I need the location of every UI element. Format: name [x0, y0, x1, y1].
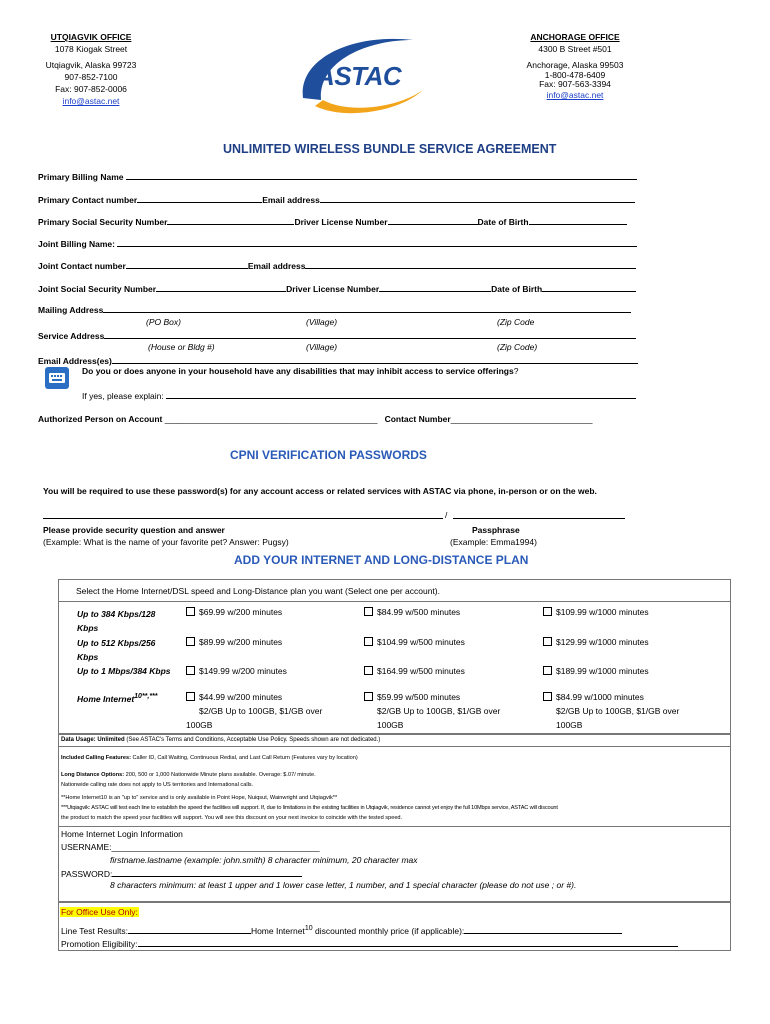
- accessibility-icon: [45, 367, 69, 389]
- joint-email-field[interactable]: [305, 259, 636, 269]
- home-internet-label-2: Home Internet: [250, 926, 305, 936]
- primary-billing-row: [38, 170, 637, 182]
- primary-ssn-label: Primary Social Security Number: [38, 217, 168, 227]
- plan-option-label: $149.99 w/200 minutes: [199, 666, 287, 676]
- joint-ssn-field[interactable]: [156, 282, 286, 292]
- plan-option-label: $189.99 w/1000 minutes: [556, 666, 649, 676]
- home-internet-label: [77, 693, 158, 704]
- joint-billing-label: Joint Billing Name:: [38, 239, 115, 249]
- plan-option[interactable]: [543, 637, 649, 647]
- email-addresses-label: Email Address(es): [38, 356, 112, 366]
- plan-option[interactable]: [186, 666, 287, 676]
- plan-option-label: $109.99 w/1000 minutes: [556, 607, 649, 617]
- joint-ssn-label: Joint Social Security Number: [38, 284, 157, 294]
- footnote-1: **Home Internet10 is an "up to" service and is only available in Point Hope, Nuiqsut, Wainwright and Utqiagvik**: [61, 795, 338, 801]
- driver-license-field[interactable]: [388, 215, 478, 225]
- authorized-row: [38, 414, 593, 424]
- plan-option[interactable]: [543, 666, 649, 676]
- office-title: UTQIAGVIK OFFICE: [50, 32, 132, 42]
- plan-option[interactable]: [543, 607, 649, 617]
- if-yes-row: [82, 389, 636, 401]
- plan-option-label: $44.99 w/200 minutes: [199, 692, 283, 702]
- primary-contact-row: [38, 193, 635, 205]
- joint-dob-label: Date of Birth: [491, 284, 543, 294]
- passphrase-label: Passphrase: [472, 525, 520, 535]
- plan-option[interactable]: [186, 690, 346, 732]
- mailing-address-field[interactable]: [103, 303, 631, 313]
- utqiagvik-office: [30, 31, 152, 107]
- office-phone: 1-800-478-6409: [544, 70, 606, 80]
- office-fax: Fax: 907-852-0006: [55, 84, 127, 94]
- checkbox[interactable]: [364, 692, 373, 701]
- office-city: Utqiagvik, Alaska 99723: [45, 60, 137, 70]
- username-hint: firstname.lastname (example: john.smith) 8 character minimum, 20 character max: [110, 855, 418, 865]
- calling-note: [61, 755, 358, 761]
- discount-field[interactable]: [464, 924, 622, 934]
- if-yes-field[interactable]: [166, 389, 636, 399]
- security-question-label: Please provide security question and answer: [43, 525, 225, 535]
- passphrase-field[interactable]: [453, 518, 625, 519]
- data-usage-note: [61, 737, 380, 743]
- form-title: UNLIMITED WIRELESS BUNDLE SERVICE AGREEMENT: [223, 142, 557, 156]
- home-internet-text: Home Internet: [77, 693, 135, 704]
- office-email-link[interactable]: info@astac.net: [546, 90, 604, 100]
- office-title: ANCHORAGE OFFICE: [530, 32, 620, 42]
- ld-bold: Long Distance Options:: [61, 772, 125, 778]
- service-address-row: [38, 329, 636, 341]
- home-internet-sup-2: 10: [304, 925, 313, 933]
- username-row: [61, 842, 320, 852]
- plan-row-label: Up to 384 Kbps/128 Kbps: [77, 609, 156, 633]
- primary-ssn-field[interactable]: [167, 215, 294, 225]
- plan-row-label: Up to 512 Kbps/256 Kbps: [77, 638, 156, 662]
- mailing-address-label: Mailing Address: [38, 305, 104, 315]
- joint-contact-label: Joint Contact number: [38, 261, 126, 271]
- office-use-row: [61, 924, 622, 936]
- username-label: USERNAME:: [61, 842, 112, 852]
- plan-option[interactable]: [186, 637, 282, 647]
- disability-qmark: ?: [513, 366, 519, 376]
- primary-ssn-row: [38, 215, 627, 227]
- authorized-label: Authorized Person on Account: [38, 414, 163, 424]
- plan-option[interactable]: [364, 637, 465, 647]
- plan-option-detail: $2/GB Up to 100GB, $1/GB over 100GB: [377, 706, 501, 730]
- plan-option-label: $89.99 w/200 minutes: [199, 637, 283, 647]
- po-box-hint: (PO Box): [146, 317, 181, 327]
- plan-row-label: Up to 1 Mbps/384 Kbps: [77, 666, 171, 676]
- authorized-field[interactable]: _____________________________________________: [164, 414, 378, 424]
- promotion-field[interactable]: [138, 937, 678, 947]
- house-hint: (House or Bldg #): [148, 342, 215, 352]
- plan-option-label: $84.99 w/500 minutes: [377, 607, 461, 617]
- plan-option-label: $59.99 w/500 minutes: [377, 692, 461, 702]
- plan-option-label: $164.99 w/500 minutes: [377, 666, 465, 676]
- passphrase-example: (Example: Emma1994): [450, 537, 537, 547]
- email-label: Email address: [262, 195, 320, 205]
- plan-option[interactable]: [364, 666, 465, 676]
- checkbox[interactable]: [186, 607, 195, 616]
- village-hint: (Village): [306, 317, 338, 327]
- plan-option-detail: $2/GB Up to 100GB, $1/GB over 100GB: [556, 706, 680, 730]
- ld-rest: 200, 500 or 1,000 Nationwide Minute plans available. Overage: $.07/ minute.: [124, 772, 316, 778]
- plan-option-label: $104.99 w/500 minutes: [377, 637, 465, 647]
- plan-option-label: $129.99 w/1000 minutes: [556, 637, 649, 647]
- security-answer-field[interactable]: [43, 518, 443, 519]
- service-address-label: Service Address: [38, 331, 105, 341]
- checkbox[interactable]: [543, 666, 552, 675]
- joint-dob-field[interactable]: [542, 282, 636, 292]
- calling-bold: Included Calling Features:: [61, 755, 131, 761]
- primary-contact-label: Primary Contact number: [38, 195, 138, 205]
- plan-notes: [58, 733, 731, 827]
- plan-option[interactable]: [364, 607, 460, 617]
- email-addresses-field[interactable]: [112, 354, 638, 364]
- cpni-notice: You will be required to use these password(s) for any account access or related services with ASTAC via phone, in-person or on the web.: [43, 486, 597, 496]
- ld-note: [61, 772, 316, 778]
- cpni-title: CPNI VERIFICATION PASSWORDS: [230, 448, 427, 462]
- office-phone: 907-852-7100: [64, 72, 118, 82]
- line-test-field[interactable]: [128, 924, 251, 934]
- plan-option-detail: $2/GB Up to 100GB, $1/GB over 100GB: [186, 706, 323, 730]
- anchorage-office: [510, 31, 640, 101]
- office-city: Anchorage, Alaska 99503: [526, 60, 624, 70]
- dob-label: Date of Birth: [477, 217, 529, 227]
- joint-license-field[interactable]: [379, 282, 491, 292]
- joint-license-label: Driver License Number: [286, 284, 380, 294]
- contact-number-label: Contact Number: [384, 414, 451, 424]
- plan-option-label: $84.99 w/1000 minutes: [556, 692, 644, 702]
- login-title: Home Internet Login Information: [61, 829, 183, 839]
- plan-option[interactable]: [186, 607, 282, 617]
- astac-logo: [283, 28, 433, 120]
- email-field[interactable]: [320, 193, 635, 203]
- primary-billing-field[interactable]: [126, 170, 637, 180]
- office-fax: Fax: 907-563-3394: [539, 79, 611, 89]
- ld-note-2: Nationwide calling rate does not apply to US territories and International calls.: [61, 782, 254, 788]
- password-row: [61, 867, 302, 879]
- joint-billing-row: [38, 237, 637, 249]
- joint-contact-field[interactable]: [126, 259, 248, 269]
- slash-separator: /: [445, 510, 448, 520]
- checkbox[interactable]: [364, 607, 373, 616]
- checkbox[interactable]: [364, 637, 373, 646]
- checkbox[interactable]: [543, 692, 552, 701]
- contact-number-field[interactable]: ______________________________: [450, 414, 593, 424]
- disability-question-text: Do you or does anyone in your household have any disabilities that may inhibit access to service offerings: [82, 366, 514, 376]
- line-test-label: Line Test Results:: [61, 926, 128, 936]
- checkbox[interactable]: [186, 692, 195, 701]
- data-usage-rest: (See ASTAC's Terms and Conditions, Acceptable Use Policy. Speeds shown are not dedicated.): [124, 737, 381, 743]
- plan-intro: Select the Home Internet/DSL speed and Long-Distance plan you want (Select one per account).: [76, 586, 440, 596]
- service-address-field[interactable]: [104, 329, 636, 339]
- plan-option-label: $69.99 w/200 minutes: [199, 607, 283, 617]
- office-use-title: For Office Use Only:: [61, 907, 138, 917]
- email-addresses-row: [38, 354, 638, 366]
- checkbox[interactable]: [186, 637, 195, 646]
- promotion-row: [61, 937, 678, 949]
- home-internet-sup: 10**,***: [134, 693, 158, 700]
- username-field[interactable]: ____________________________________________: [111, 842, 320, 852]
- office-email-link[interactable]: info@astac.net: [62, 96, 120, 106]
- plan-option[interactable]: [543, 690, 703, 732]
- password-label: PASSWORD:: [61, 869, 113, 879]
- dob-field[interactable]: [529, 215, 627, 225]
- village-hint-2: (Village): [306, 342, 338, 352]
- discount-label: discounted monthly price (if applicable):: [314, 926, 465, 936]
- footnote-3: the product to match the speed your facilities will support. You will see this discount on your next invoice to coincide with the tested speed.: [61, 815, 403, 821]
- joint-email-label: Email address: [247, 261, 306, 271]
- data-usage-bold: Data Usage: Unlimited: [61, 737, 125, 743]
- password-field[interactable]: [112, 867, 302, 877]
- driver-license-label: Driver License Number: [294, 217, 388, 227]
- joint-contact-row: [38, 259, 636, 271]
- calling-rest: Caller ID, Call Waiting, Continuous Redial, and Last Call Return (Features vary by location): [130, 755, 358, 761]
- checkbox[interactable]: [186, 666, 195, 675]
- joint-ssn-row: [38, 282, 636, 294]
- zip-hint-2: (Zip Code): [497, 342, 538, 352]
- plan-title: ADD YOUR INTERNET AND LONG-DISTANCE PLAN: [234, 553, 529, 567]
- primary-contact-field[interactable]: [137, 193, 262, 203]
- office-street: 1078 Kiogak Street: [54, 44, 128, 54]
- disability-question: [82, 366, 518, 376]
- checkbox[interactable]: [364, 666, 373, 675]
- logo-text: ASTAC: [316, 61, 402, 91]
- footnote-2: ***Utqiagvik: ASTAC will test each line to establish the speed the facilities will support. If, due to limitations in the existing facilities in Utqiagvik, residence cannot yet enjoy the full 10Mbps service, ASTAC will discount: [61, 805, 558, 811]
- checkbox[interactable]: [543, 607, 552, 616]
- promotion-label: Promotion Eligibility:: [61, 939, 138, 949]
- joint-billing-field[interactable]: [117, 237, 637, 247]
- security-example: (Example: What is the name of your favorite pet? Answer: Pugsy): [43, 537, 289, 547]
- mailing-address-row: [38, 303, 631, 315]
- checkbox[interactable]: [543, 637, 552, 646]
- password-hint: 8 characters minimum: at least 1 upper and 1 lower case letter, 1 number, and 1 special character (please do not use ; or #).: [110, 880, 577, 890]
- if-yes-label: If yes, please explain:: [82, 391, 164, 401]
- primary-billing-label: Primary Billing Name: [38, 172, 124, 182]
- zip-hint: (Zip Code: [497, 317, 535, 327]
- plan-option[interactable]: [364, 690, 519, 732]
- office-street: 4300 B Street #501: [538, 44, 612, 54]
